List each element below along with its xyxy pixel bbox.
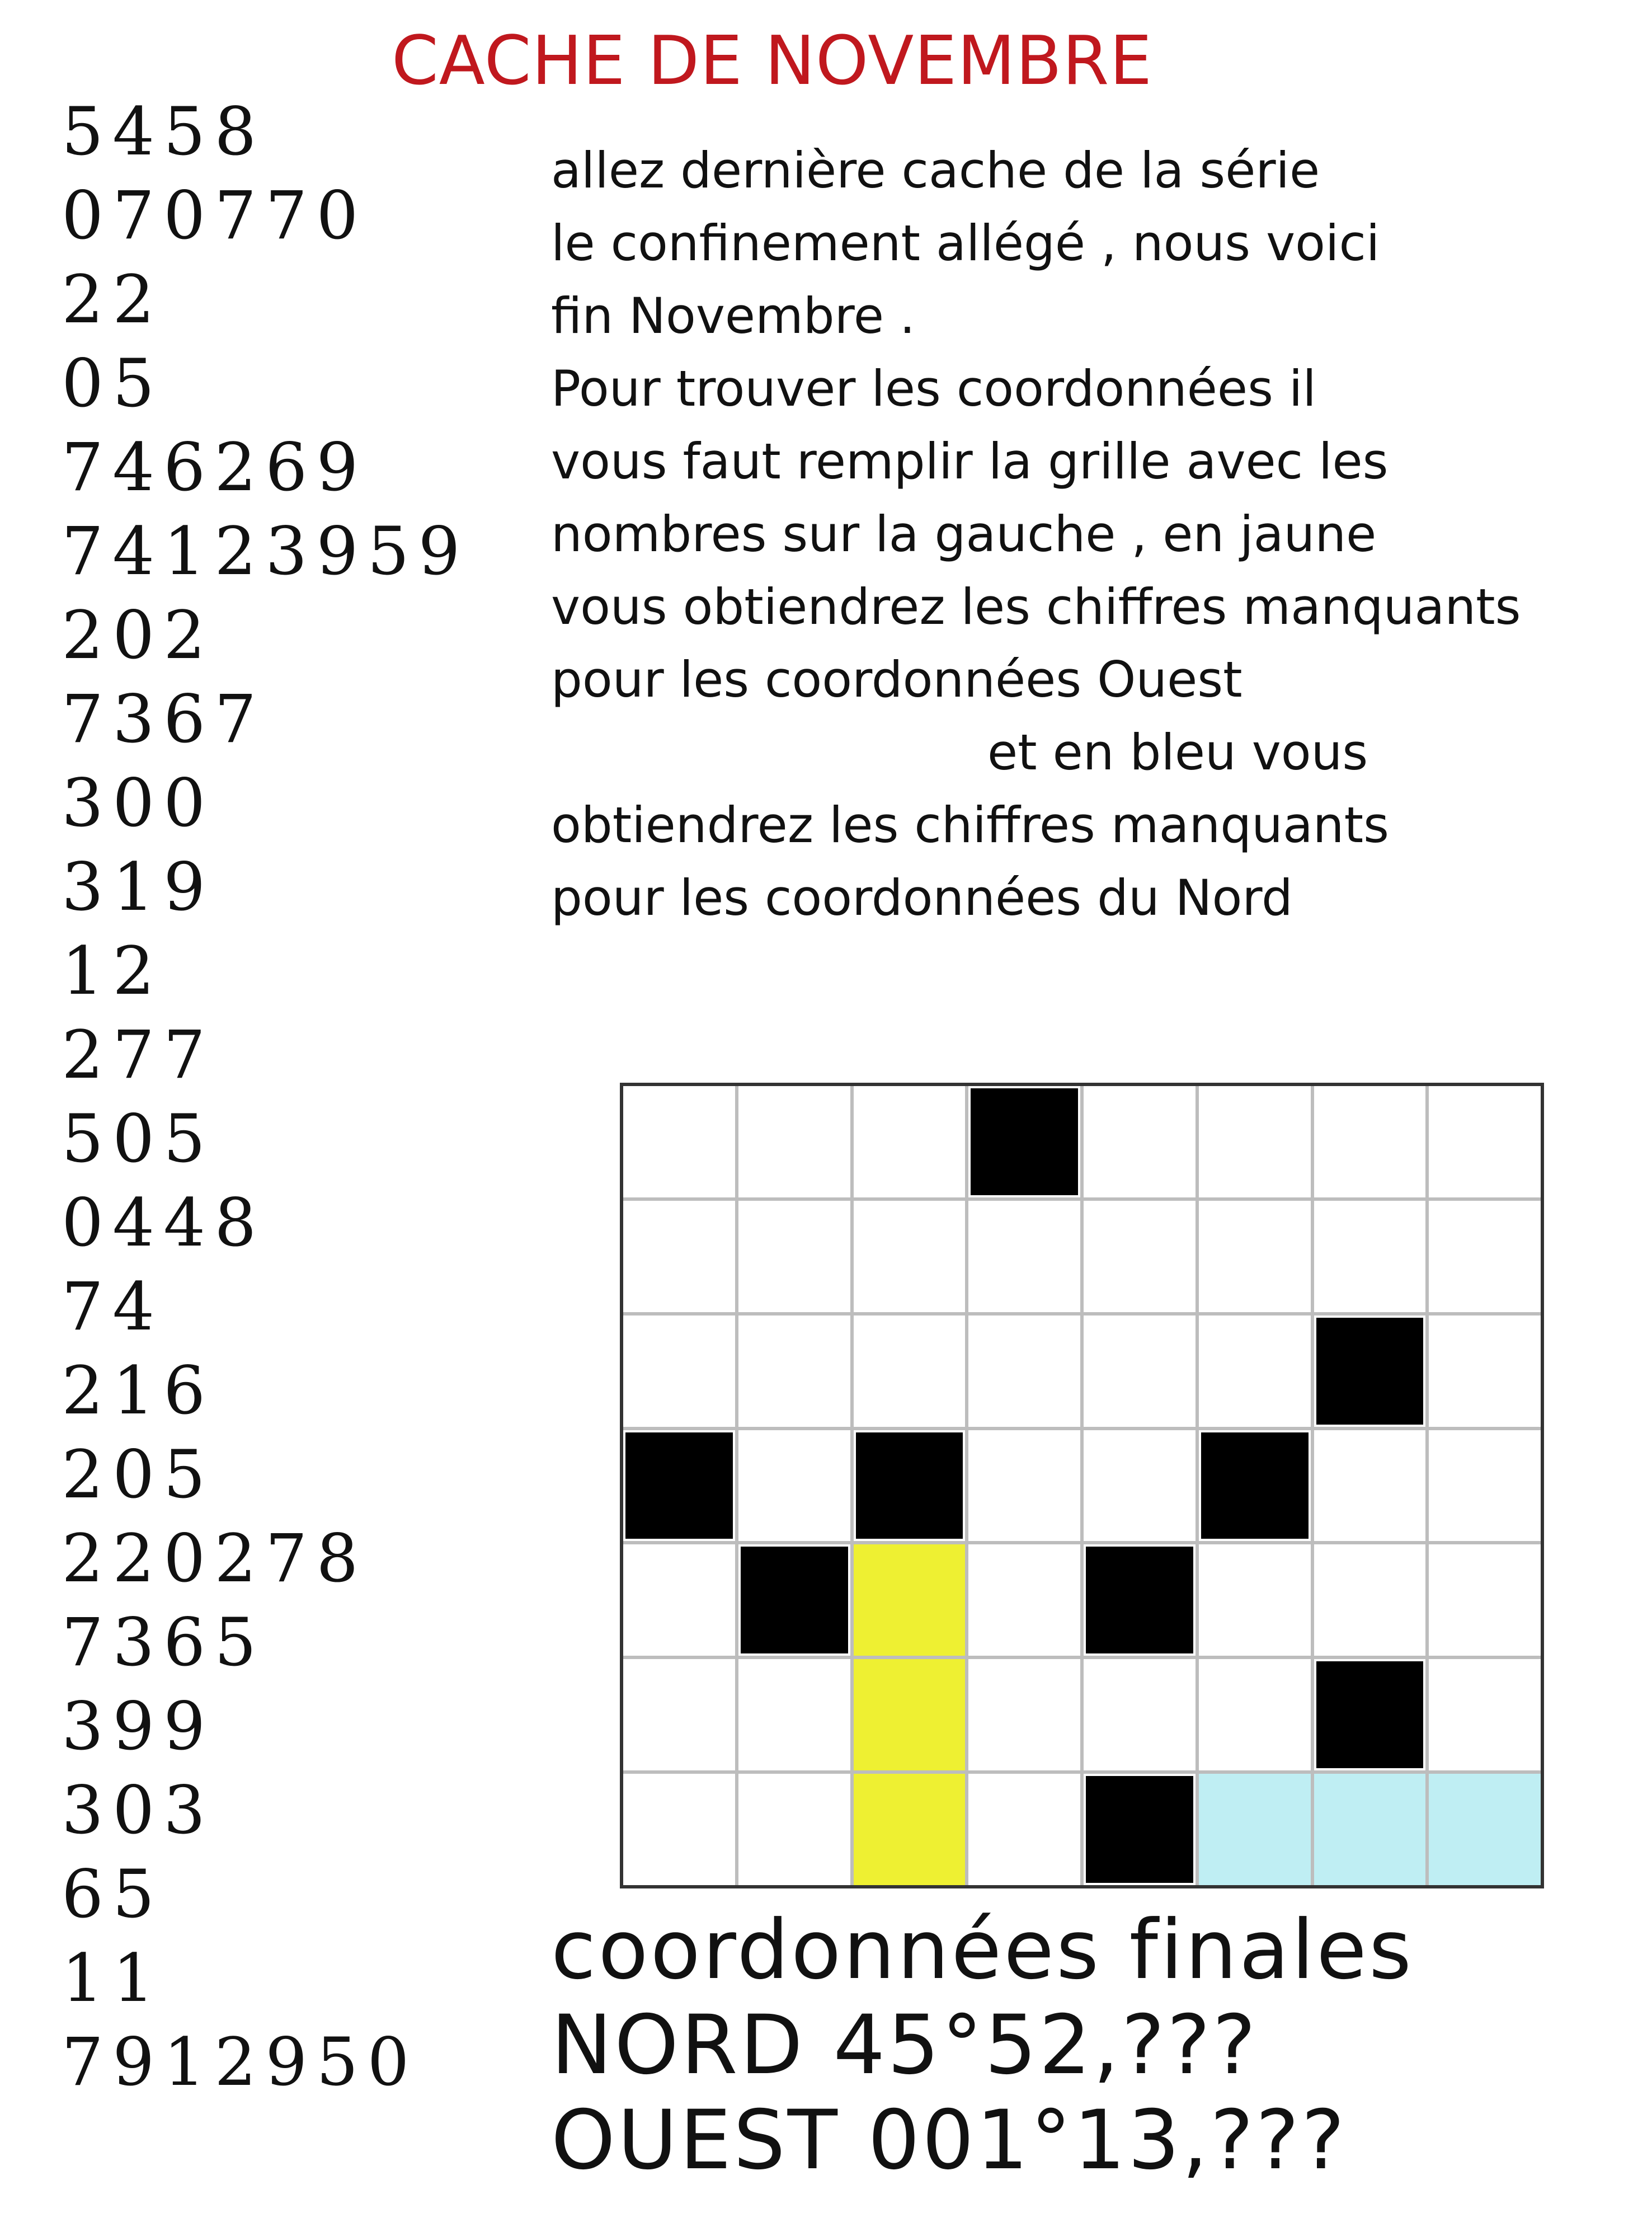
grid-cell-yellow[interactable] <box>854 1659 966 1770</box>
number-item: 74123959 <box>62 513 469 590</box>
instruction-line: obtiendrez les chiffres manquants <box>551 796 1389 854</box>
grid-cell-white[interactable] <box>1199 1659 1311 1770</box>
grid-cell-white[interactable] <box>623 1315 735 1427</box>
grid-cell-black <box>1314 1315 1426 1427</box>
grid-cell-black <box>854 1430 966 1542</box>
number-item: 12 <box>62 932 164 1009</box>
grid-cell-white[interactable] <box>1084 1086 1196 1197</box>
number-item: 7367 <box>62 680 266 758</box>
grid-cell-white[interactable] <box>1429 1201 1541 1312</box>
page-title: CACHE DE NOVEMBRE <box>392 22 1153 100</box>
number-item: 05 <box>62 345 164 422</box>
instruction-line: Pour trouver les coordonnées il <box>551 360 1316 417</box>
grid-cell-white[interactable] <box>1314 1544 1426 1656</box>
grid-cell-white[interactable] <box>1314 1430 1426 1542</box>
grid-cell-black <box>738 1544 850 1656</box>
grid-cell-white[interactable] <box>968 1659 1080 1770</box>
grid-cell-black <box>1084 1774 1196 1885</box>
instruction-line: allez dernière cache de la série <box>551 142 1320 199</box>
number-item: 070770 <box>62 177 368 254</box>
grid-cell-white[interactable] <box>738 1659 850 1770</box>
grid-cell-white[interactable] <box>854 1086 966 1197</box>
grid-cell-white[interactable] <box>623 1086 735 1197</box>
grid-cell-white[interactable] <box>854 1201 966 1312</box>
grid-cell-white[interactable] <box>854 1315 966 1427</box>
number-item: 220278 <box>62 1520 368 1597</box>
final-heading: coordonnées finales <box>551 1902 1414 1998</box>
grid-cell-white[interactable] <box>623 1774 735 1885</box>
number-item: 7365 <box>62 1604 266 1681</box>
number-item: 7912950 <box>62 2023 418 2101</box>
grid-cell-white[interactable] <box>968 1544 1080 1656</box>
grid-cell-black <box>1314 1659 1426 1770</box>
grid-cell-white[interactable] <box>968 1430 1080 1542</box>
instruction-line: vous obtiendrez les chiffres manquants <box>551 578 1521 636</box>
grid-cell-blue[interactable] <box>1199 1774 1311 1885</box>
grid-cell-white[interactable] <box>738 1774 850 1885</box>
number-item: 22 <box>62 261 164 338</box>
grid-cell-black <box>623 1430 735 1542</box>
grid-cell-white[interactable] <box>1429 1659 1541 1770</box>
final-coordinates <box>551 1902 1414 2188</box>
grid-cell-yellow[interactable] <box>854 1544 966 1656</box>
number-item: 74 <box>62 1268 164 1345</box>
number-item: 300 <box>62 764 215 842</box>
grid-cell-black <box>1199 1430 1311 1542</box>
grid-cell-white[interactable] <box>1314 1086 1426 1197</box>
instruction-line: fin Novembre . <box>551 287 915 345</box>
instruction-line: pour les coordonnées Ouest <box>551 651 1242 708</box>
nord-coordinate: NORD 45°52,??? <box>551 1998 1258 2093</box>
grid-cell-white[interactable] <box>1199 1086 1311 1197</box>
number-item: 399 <box>62 1688 215 1765</box>
puzzle-grid <box>620 1083 1544 1888</box>
grid-cell-white[interactable] <box>1429 1086 1541 1197</box>
number-item: 216 <box>62 1352 215 1429</box>
grid-cell-blue[interactable] <box>1429 1774 1541 1885</box>
grid-cell-black <box>1084 1544 1196 1656</box>
number-item: 505 <box>62 1100 215 1177</box>
number-list <box>62 90 469 2104</box>
number-item: 11 <box>62 1939 164 2017</box>
grid-cell-white[interactable] <box>738 1315 850 1427</box>
grid-cell-white[interactable] <box>1199 1315 1311 1427</box>
grid-cell-white[interactable] <box>1429 1315 1541 1427</box>
number-item: 277 <box>62 1016 215 1093</box>
number-item: 746269 <box>62 429 368 506</box>
grid-cell-black <box>968 1086 1080 1197</box>
number-item: 205 <box>62 1436 215 1513</box>
instruction-line: vous faut remplir la grille avec les <box>551 433 1389 490</box>
grid-cell-white[interactable] <box>1314 1201 1426 1312</box>
grid-cell-white[interactable] <box>1199 1201 1311 1312</box>
grid-cell-yellow[interactable] <box>854 1774 966 1885</box>
grid-cell-white[interactable] <box>738 1201 850 1312</box>
number-item: 202 <box>62 596 215 674</box>
grid-cell-white[interactable] <box>968 1774 1080 1885</box>
grid-cell-white[interactable] <box>1199 1544 1311 1656</box>
grid-cell-blue[interactable] <box>1314 1774 1426 1885</box>
grid-cell-white[interactable] <box>623 1201 735 1312</box>
grid-cell-white[interactable] <box>1084 1659 1196 1770</box>
grid-cell-white[interactable] <box>623 1544 735 1656</box>
grid-cell-white[interactable] <box>968 1315 1080 1427</box>
grid-cell-white[interactable] <box>1084 1430 1196 1542</box>
number-item: 5458 <box>62 93 266 170</box>
grid-cell-white[interactable] <box>738 1430 850 1542</box>
instruction-line: pour les coordonnées du Nord <box>551 869 1293 927</box>
grid-cell-white[interactable] <box>623 1659 735 1770</box>
number-item: 65 <box>62 1855 164 1933</box>
number-item: 303 <box>62 1772 215 1849</box>
grid-cell-white[interactable] <box>1084 1201 1196 1312</box>
number-item: 319 <box>62 848 215 925</box>
instructions-text <box>551 134 1614 934</box>
instruction-line: et en bleu vous <box>987 723 1368 781</box>
instruction-line: le confinement allégé , nous voici <box>551 214 1380 272</box>
number-item: 0448 <box>62 1184 266 1261</box>
grid-cell-white[interactable] <box>738 1086 850 1197</box>
grid-cell-white[interactable] <box>1429 1544 1541 1656</box>
instruction-line: nombres sur la gauche , en jaune <box>551 505 1377 563</box>
grid-cell-white[interactable] <box>968 1201 1080 1312</box>
grid-cell-white[interactable] <box>1084 1315 1196 1427</box>
ouest-coordinate: OUEST 001°13,??? <box>551 2093 1347 2188</box>
grid-cell-white[interactable] <box>1429 1430 1541 1542</box>
